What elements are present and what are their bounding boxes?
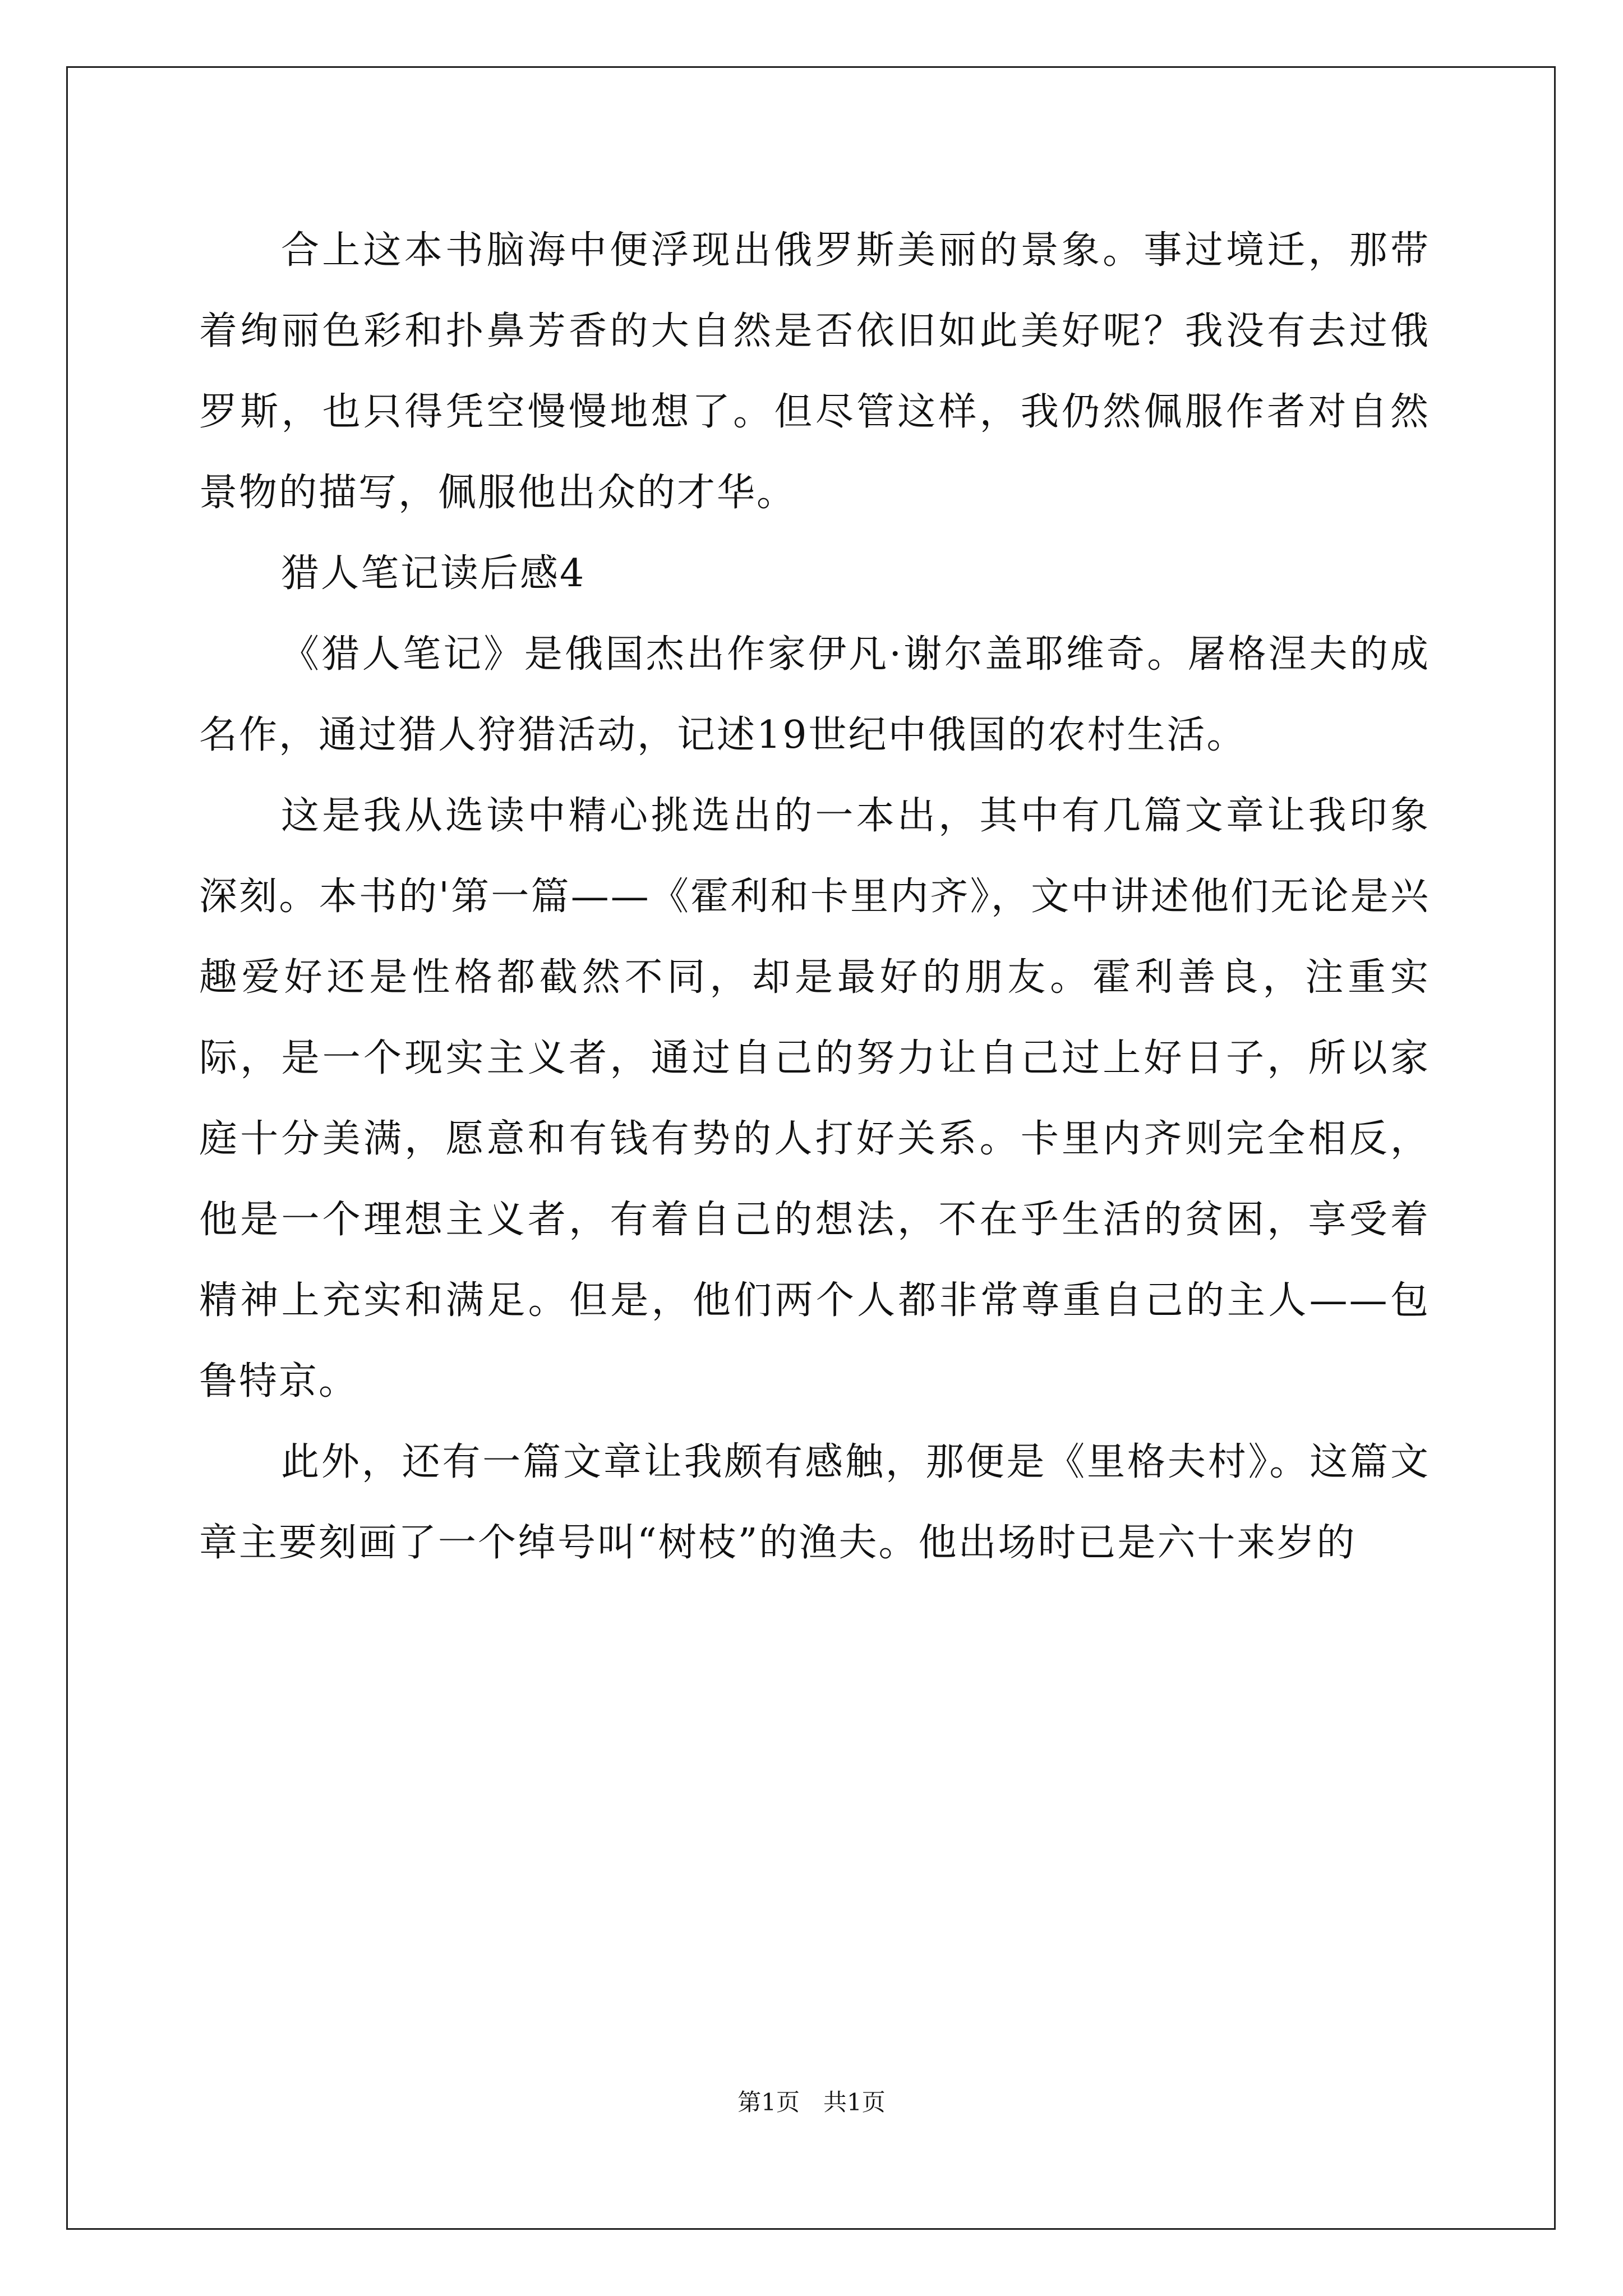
document-body [199, 210, 1430, 1584]
paragraph-1: 合上这本书脑海中便浮现出俄罗斯美丽的景象。事过境迁，那带着绚丽色彩和扑鼻芳香的大自然是否依旧如此美好呢？我没有去过俄罗斯，也只得凭空慢慢地想了。但尽管这样，我仍然佩服作者对自然景物的描写，佩服他出众的才华。 [199, 228, 1430, 515]
paragraph-2: 《猎人笔记》是俄国杰出作家伊凡·谢尔盖耶维奇。屠格涅夫的成名作，通过猎人狩猎活动，记述19世纪中俄国的农村生活。 [199, 632, 1430, 757]
paragraph-3: 这是我从选读中精心挑选出的一本出，其中有几篇文章让我印象深刻。本书的'第一篇——《霍利和卡里内齐》，文中讲述他们无论是兴趣爱好还是性格都截然不同，却是最好的朋友。霍利善良，注重实际，是一个现实主义者，通过自己的努力让自己过上好日子，所以家庭十分美满，愿意和有钱有势的人打好关系。卡里内齐则完全相反，他是一个理想主义者，有着自己的想法，不在乎生活的贫困，享受着精神上充实和满足。但是，他们两个人都非常尊重自己的主人——包鲁特京。 [199, 794, 1430, 1404]
page-footer: 第1页 共1页 [737, 2088, 886, 2116]
paragraph-4: 此外，还有一篇文章让我颇有感触，那便是《里格夫村》。这篇文章主要刻画了一个绰号叫“树枝”的渔夫。他出场时已是六十来岁的 [199, 1440, 1430, 1565]
section-heading: 猎人笔记读后感4 [281, 551, 586, 596]
